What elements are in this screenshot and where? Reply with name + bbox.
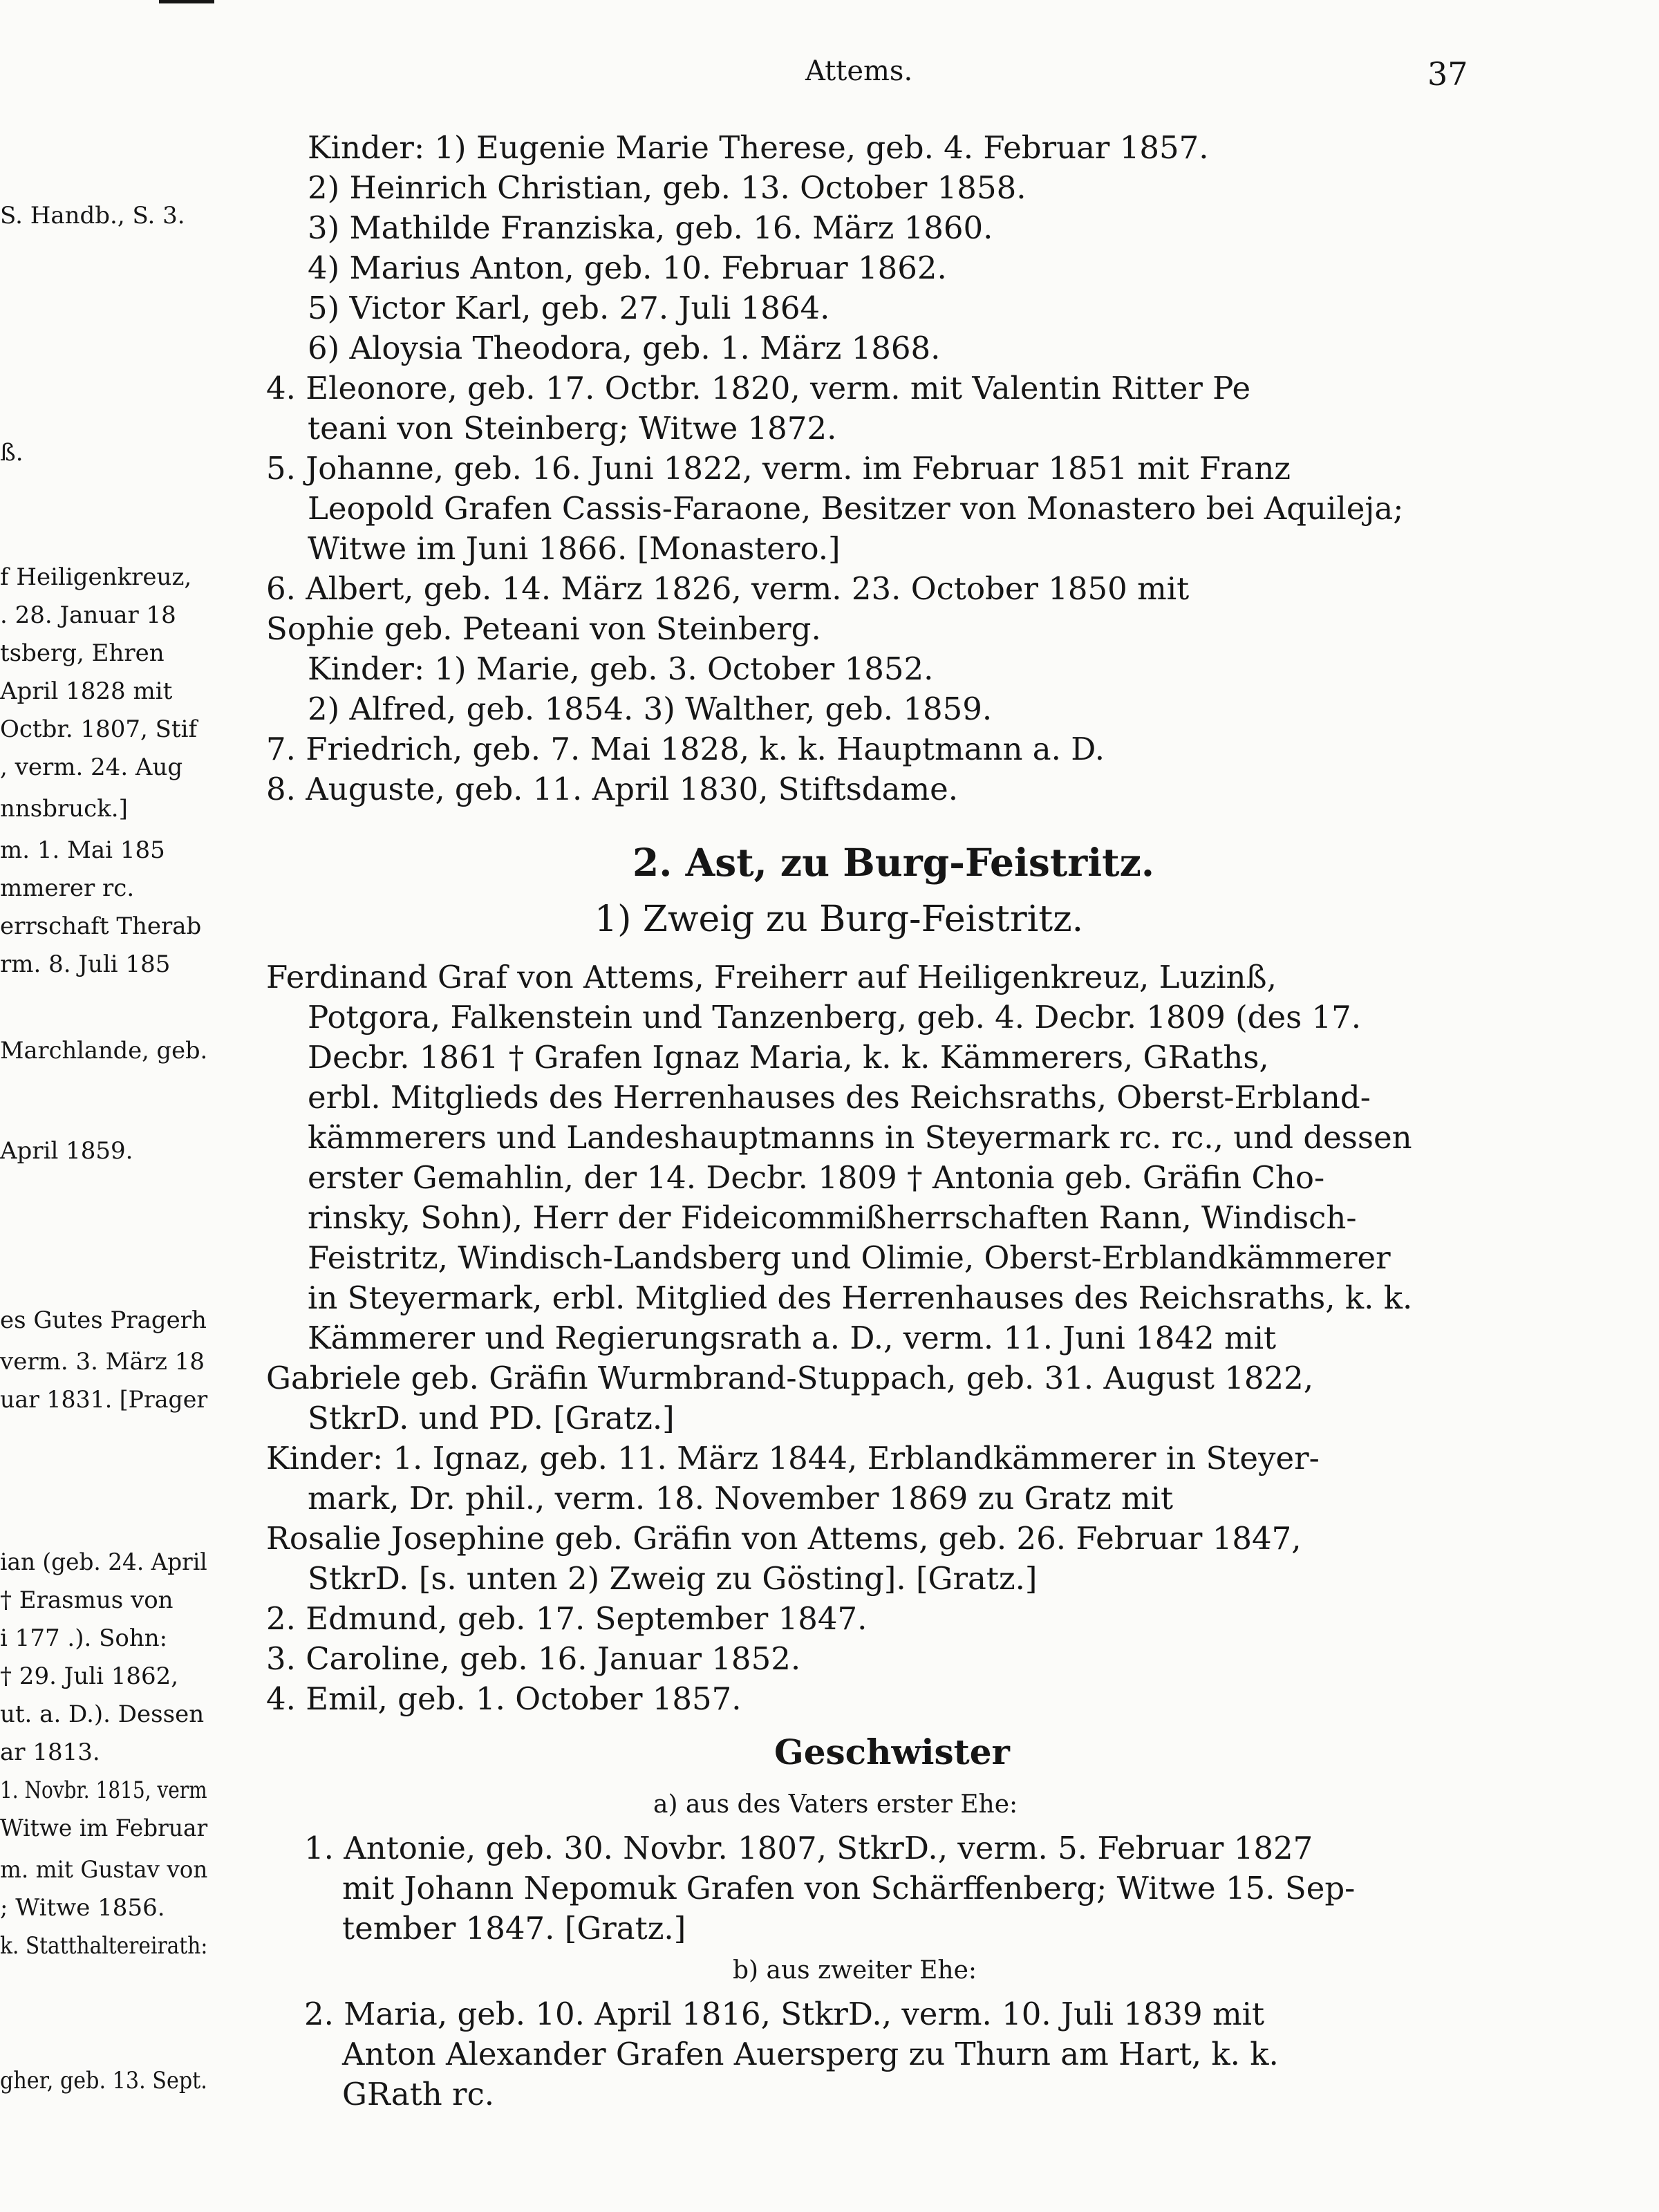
text-line: 4. Eleonore, geb. 17. Octbr. 1820, verm. mit Valentin Ritter Pe (266, 370, 1251, 406)
margin-fragment: uar 1831. [Prager (0, 1386, 208, 1414)
text-line: 4. Emil, geb. 1. October 1857. (266, 1680, 742, 1717)
text-line: erbl. Mitglieds des Herrenhauses des Reichsraths, Oberst-Erbland- (308, 1079, 1371, 1116)
section-title: 2. Ast, zu Burg-Feistritz. (632, 840, 1154, 885)
text-line: 8. Auguste, geb. 11. April 1830, Stiftsdame. (266, 771, 959, 807)
text-line: 4) Marius Anton, geb. 10. Februar 1862. (308, 250, 947, 286)
text-line: erster Gemahlin, der 14. Decbr. 1809 † Antonia geb. Gräfin Cho- (308, 1159, 1325, 1196)
margin-fragment: es Gutes Pragerh (0, 1306, 207, 1334)
text-line: Rosalie Josephine geb. Gräfin von Attems, geb. 26. Februar 1847, (266, 1520, 1302, 1557)
margin-fragment: k. Statthaltereirath: (0, 1932, 208, 1960)
text-line: Feistritz, Windisch-Landsberg und Olimie, Oberst-Erblandkämmerer (308, 1239, 1391, 1276)
margin-fragment: nnsbruck.] (0, 795, 128, 823)
margin-fragment: ian (geb. 24. April (0, 1548, 207, 1576)
text-line: Anton Alexander Grafen Auersperg zu Thurn am Hart, k. k. (342, 2036, 1279, 2072)
text-line: mark, Dr. phil., verm. 18. November 1869 zu Gratz mit (308, 1480, 1174, 1517)
margin-fragment: April 1859. (0, 1137, 133, 1165)
margin-fragment: Octbr. 1807, Stif (0, 715, 198, 743)
margin-fragment: . 28. Januar 18 (0, 601, 176, 629)
margin-fragment: ar 1813. (0, 1738, 100, 1766)
margin-fragment: ; Witwe 1856. (0, 1894, 165, 1922)
text-line: Kinder: 1) Eugenie Marie Therese, geb. 4. Februar 1857. (308, 129, 1209, 166)
text-line: Witwe im Juni 1866. [Monastero.] (308, 530, 841, 567)
margin-fragment: i 177 .). Sohn: (0, 1624, 168, 1652)
text-line: 2) Heinrich Christian, geb. 13. October 1858. (308, 169, 1027, 206)
margin-fragment: ß. (0, 439, 24, 467)
text-line: 5. Johanne, geb. 16. Juni 1822, verm. im Februar 1851 mit Franz (266, 450, 1291, 487)
subsection-b: b) aus zweiter Ehe: (733, 1956, 977, 1985)
text-line: Kinder: 1) Marie, geb. 3. October 1852. (308, 650, 934, 687)
text-line: Leopold Grafen Cassis-Faraone, Besitzer von Monastero bei Aquileja; (308, 490, 1404, 527)
running-title: Attems. (805, 55, 913, 87)
subsection-a: a) aus des Vaters erster Ehe: (653, 1790, 1018, 1819)
text-line: 6. Albert, geb. 14. März 1826, verm. 23. October 1850 mit (266, 570, 1190, 607)
margin-fragment: , verm. 24. Aug (0, 753, 183, 781)
margin-fragment: † 29. Juli 1862, (0, 1662, 179, 1690)
margin-fragment: m. mit Gustav von (0, 1856, 208, 1884)
text-line: Sophie geb. Peteani von Steinberg. (266, 610, 821, 647)
text-line: in Steyermark, erbl. Mitglied des Herrenhauses des Reichsraths, k. k. (308, 1280, 1413, 1316)
text-line: 2) Alfred, geb. 1854. 3) Walther, geb. 1859. (308, 691, 993, 727)
top-margin-rule (159, 0, 214, 3)
text-line: tember 1847. [Gratz.] (342, 1910, 686, 1947)
text-line: StkrD. [s. unten 2) Zweig zu Gösting]. [Gratz.] (308, 1560, 1038, 1597)
siblings-title: Geschwister (774, 1732, 1010, 1772)
text-line: 5) Victor Karl, geb. 27. Juli 1864. (308, 290, 830, 326)
text-line: Gabriele geb. Gräfin Wurmbrand-Stuppach, geb. 31. August 1822, (266, 1360, 1314, 1396)
margin-fragment: Witwe im Februar (0, 1815, 208, 1842)
text-line: Kämmerer und Regierungsrath a. D., verm. 11. Juni 1842 mit (308, 1320, 1277, 1356)
margin-fragment: errschaft Therab (0, 912, 202, 940)
margin-fragment: mmerer rc. (0, 874, 135, 902)
margin-fragment: Marchlande, geb. (0, 1037, 208, 1065)
margin-fragment: gher, geb. 13. Sept. (0, 2067, 207, 2094)
margin-fragment: tsberg, Ehren (0, 639, 165, 667)
text-line: StkrD. und PD. [Gratz.] (308, 1400, 675, 1436)
text-line: GRath rc. (342, 2076, 495, 2112)
text-line: Ferdinand Graf von Attems, Freiherr auf Heiligenkreuz, Luzinß, (266, 959, 1277, 995)
margin-fragment: ut. a. D.). Dessen (0, 1700, 205, 1728)
text-line: 2. Edmund, geb. 17. September 1847. (266, 1600, 868, 1637)
margin-fragment: f Heiligenkreuz, (0, 563, 192, 591)
text-line: 3) Mathilde Franziska, geb. 16. März 1860. (308, 209, 993, 246)
margin-fragment: S. Handb., S. 3. (0, 202, 185, 229)
text-line: 2. Maria, geb. 10. April 1816, StkrD., verm. 10. Juli 1839 mit (304, 1996, 1265, 2032)
margin-fragment: rm. 8. Juli 185 (0, 950, 171, 978)
text-line: Decbr. 1861 † Grafen Ignaz Maria, k. k. Kämmerers, GRaths, (308, 1039, 1269, 1076)
text-line: 1. Antonie, geb. 30. Novbr. 1807, StkrD., verm. 5. Februar 1827 (304, 1830, 1313, 1866)
margin-fragment: m. 1. Mai 185 (0, 836, 165, 864)
margin-fragment: 1. Novbr. 1815, verm (0, 1777, 207, 1804)
margin-fragment: † Erasmus von (0, 1586, 174, 1614)
text-line: 6) Aloysia Theodora, geb. 1. März 1868. (308, 330, 941, 366)
text-line: mit Johann Nepomuk Grafen von Schärffenberg; Witwe 15. Sep- (342, 1870, 1356, 1906)
text-line: Kinder: 1. Ignaz, geb. 11. März 1844, Erblandkämmerer in Steyer- (266, 1440, 1320, 1477)
margin-fragment: April 1828 mit (0, 677, 173, 705)
text-line: 7. Friedrich, geb. 7. Mai 1828, k. k. Hauptmann a. D. (266, 731, 1105, 767)
text-line: kämmerers und Landeshauptmanns in Steyermark rc. rc., und dessen (308, 1119, 1412, 1156)
branch-title: 1) Zweig zu Burg-Feistritz. (594, 899, 1084, 940)
text-line: rinsky, Sohn), Herr der Fideicommißherrschaften Rann, Windisch- (308, 1199, 1357, 1236)
text-line: teani von Steinberg; Witwe 1872. (308, 410, 837, 447)
text-line: Potgora, Falkenstein und Tanzenberg, geb. 4. Decbr. 1809 (des 17. (308, 999, 1362, 1035)
margin-fragment: verm. 3. März 18 (0, 1348, 205, 1376)
page-number: 37 (1427, 55, 1468, 93)
text-line: 3. Caroline, geb. 16. Januar 1852. (266, 1640, 801, 1677)
